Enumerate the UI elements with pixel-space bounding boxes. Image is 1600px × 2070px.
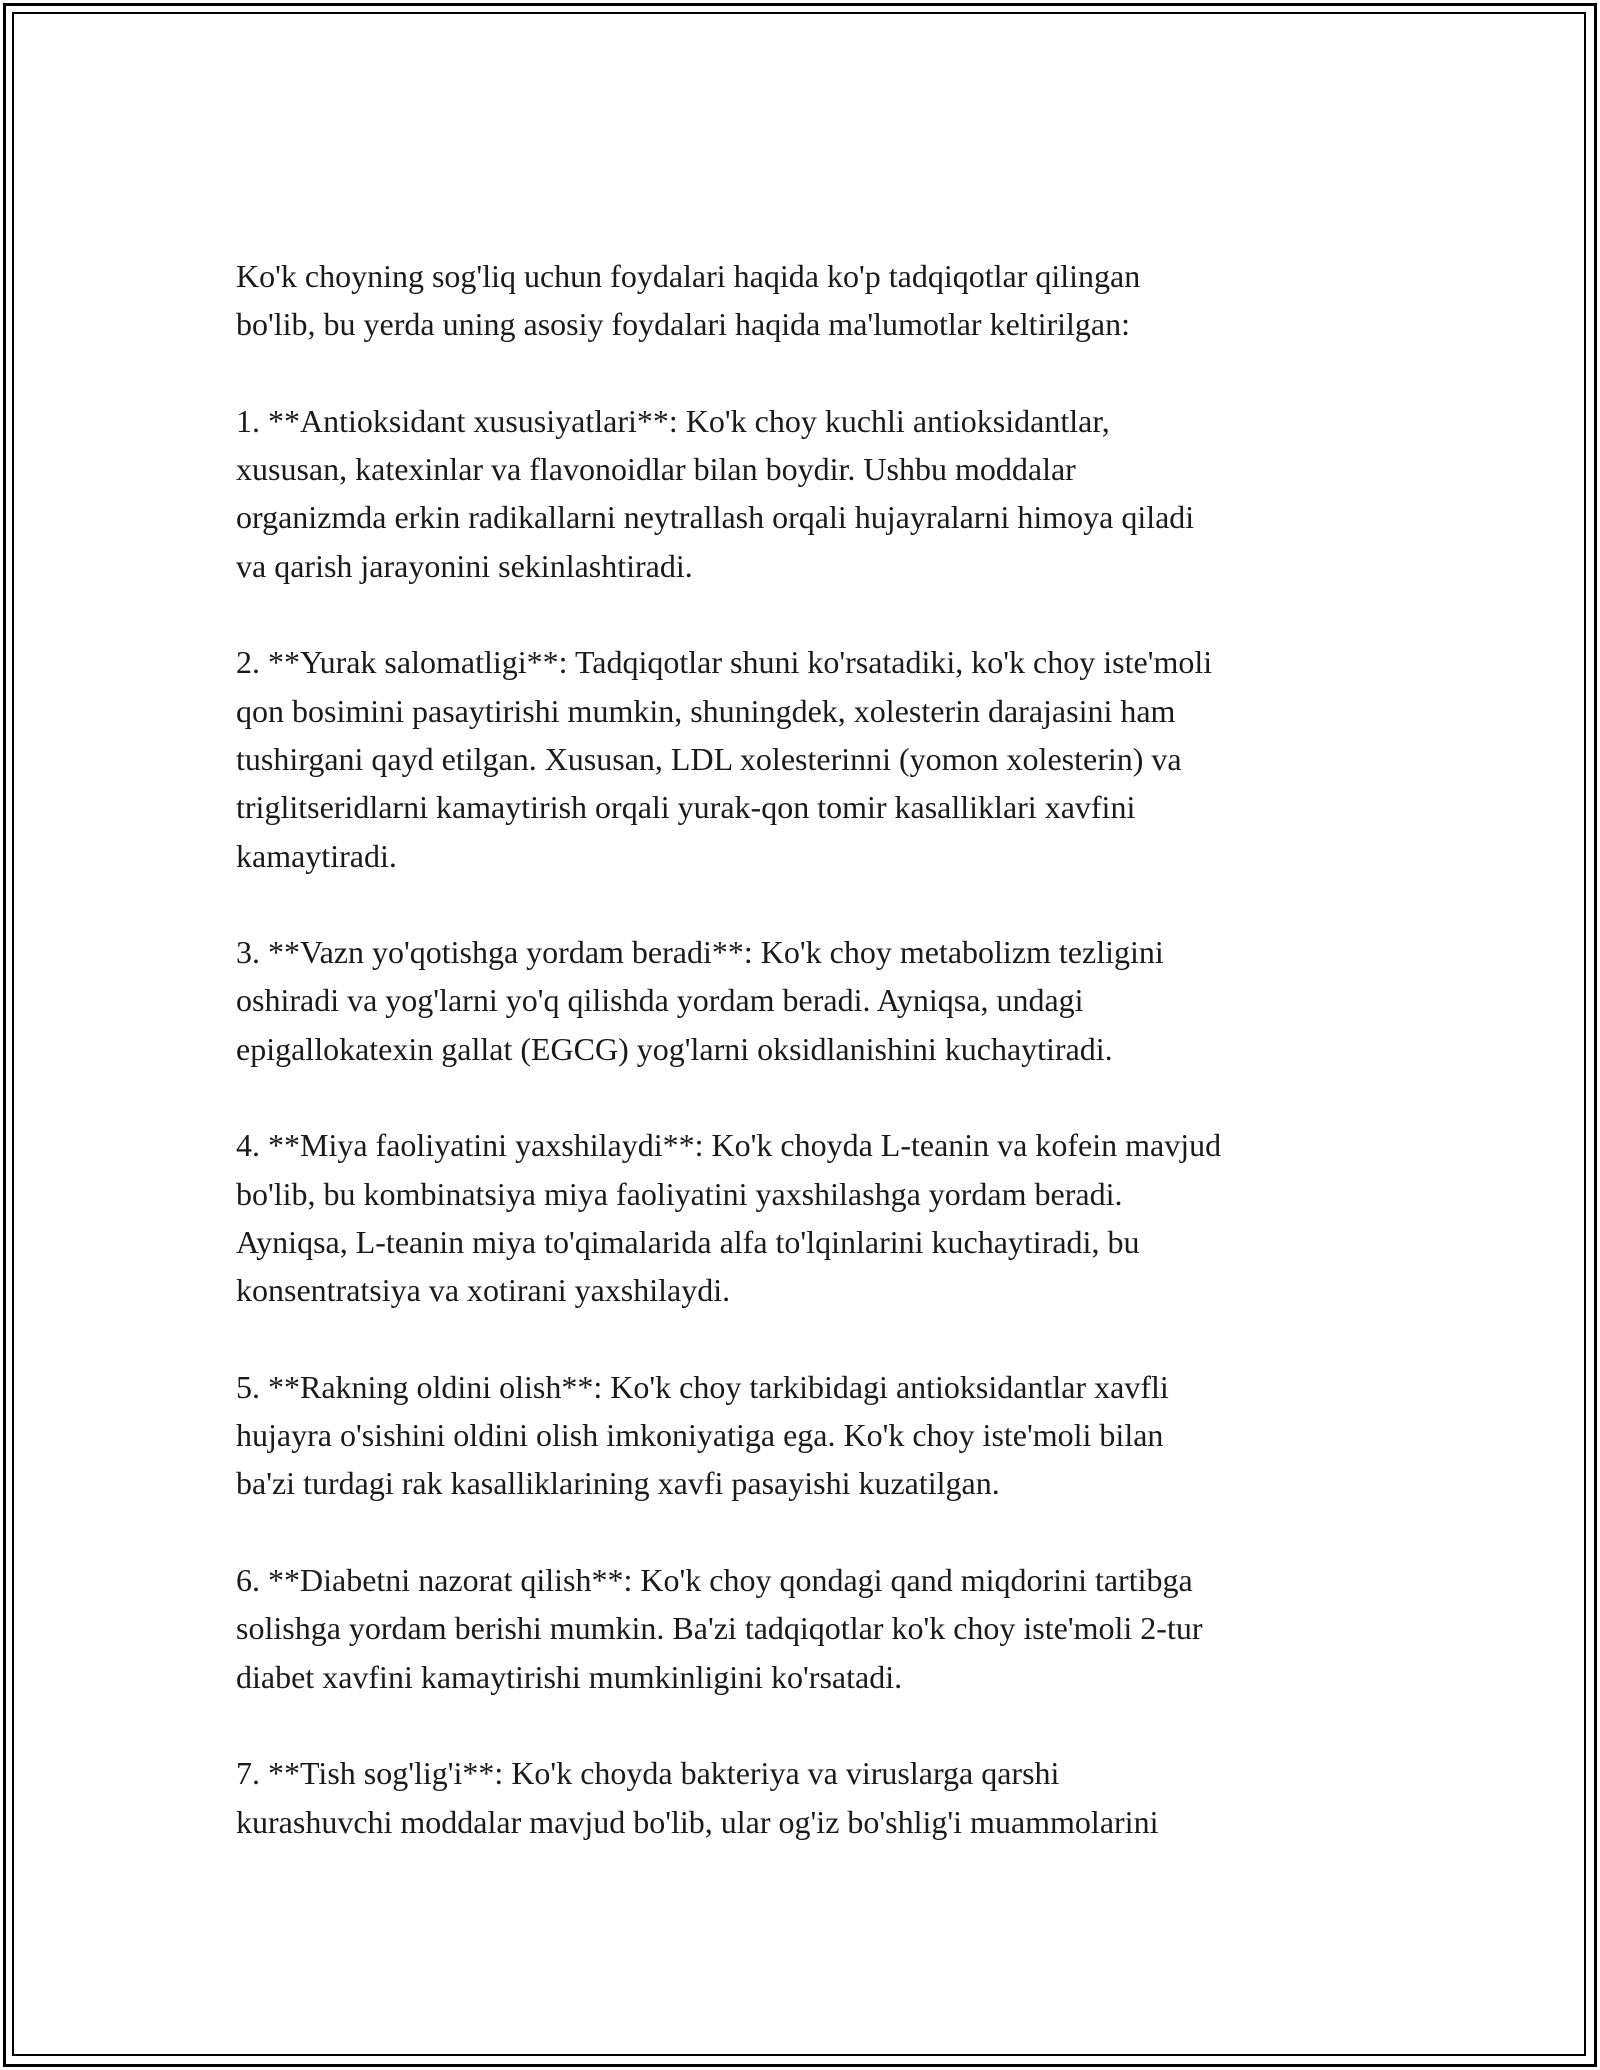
text-line: kurashuvchi moddalar mavjud bo'lib, ular og'iz bo'shlig'i muammolarini	[236, 1803, 1159, 1840]
text-line: oshiradi va yog'larni yo'q qilishda yordam beradi. Ayniqsa, undagi	[236, 982, 1084, 1019]
text-line: hujayra o'sishini oldini olish imkoniyatiga ega. Ko'k choy iste'moli bilan	[236, 1417, 1164, 1454]
text-line: konsentratsiya va xotirani yaxshilaydi.	[236, 1272, 731, 1309]
text-line: 6. **Diabetni nazorat qilish**: Ko'k choy qondagi qand miqdorini tartibga	[236, 1562, 1193, 1599]
text-line: ba'zi turdagi rak kasalliklarining xavfi pasayishi kuzatilgan.	[236, 1465, 1000, 1502]
list-item-heart-health	[236, 638, 1376, 879]
list-item-diabetes-control	[236, 1556, 1376, 1701]
text-line: organizmda erkin radikallarni neytrallash orqali hujayralarni himoya qiladi	[236, 499, 1195, 536]
text-line: 7. **Tish sog'lig'i**: Ko'k choyda bakteriya va viruslarga qarshi	[236, 1755, 1060, 1792]
text-line: 4. **Miya faoliyatini yaxshilaydi**: Ko'k choyda L-teanin va kofein mavjud	[236, 1127, 1222, 1164]
text-line: 3. **Vazn yo'qotishga yordam beradi**: Ko'k choy metabolizm tezligini	[236, 934, 1164, 971]
text-line: triglitseridlarni kamaytirish orqali yurak-qon tomir kasalliklari xavfini	[236, 789, 1136, 826]
text-line: tushirgani qayd etilgan. Xususan, LDL xolesterinni (yomon xolesterin) va	[236, 740, 1182, 777]
list-item-cancer-prevention	[236, 1363, 1376, 1508]
document-body	[236, 252, 1376, 1894]
text-line: solishga yordam berishi mumkin. Ba'zi tadqiqotlar ko'k choy iste'moli 2-tur	[236, 1610, 1203, 1647]
text-line: kamaytiradi.	[236, 837, 397, 874]
list-item-dental-health	[236, 1749, 1376, 1846]
list-item-antioxidant	[236, 397, 1376, 590]
text-line: Ko'k choyning sog'liq uchun foydalari haqida ko'p tadqiqotlar qilingan	[236, 258, 1141, 294]
text-line: bo'lib, bu kombinatsiya miya faoliyatini yaxshilashga yordam beradi.	[236, 1175, 1123, 1212]
list-item-weight-loss	[236, 928, 1376, 1073]
text-line: qon bosimini pasaytirishi mumkin, shuningdek, xolesterin darajasini ham	[236, 692, 1176, 729]
text-line: 2. **Yurak salomatligi**: Tadqiqotlar shuni ko'rsatadiki, ko'k choy iste'moli	[236, 644, 1213, 681]
text-line: va qarish jarayonini sekinlashtiradi.	[236, 547, 693, 584]
text-line: diabet xavfini kamaytirishi mumkinligini ko'rsatadi.	[236, 1658, 903, 1695]
list-item-brain-function	[236, 1121, 1376, 1314]
text-line: bo'lib, bu yerda uning asosiy foydalari haqida ma'lumotlar keltirilgan:	[236, 306, 1130, 343]
text-line: epigallokatexin gallat (EGCG) yog'larni oksidlanishini kuchaytiradi.	[236, 1030, 1113, 1067]
text-line: 5. **Rakning oldini olish**: Ko'k choy tarkibidagi antioksidantlar xavfli	[236, 1368, 1169, 1405]
intro-paragraph	[236, 252, 1376, 349]
text-line: Ayniqsa, L-teanin miya to'qimalarida alfa to'lqinlarini kuchaytiradi, bu	[236, 1223, 1140, 1260]
text-line: 1. **Antioksidant xususiyatlari**: Ko'k choy kuchli antioksidantlar,	[236, 402, 1110, 439]
text-line: xususan, katexinlar va flavonoidlar bilan boydir. Ushbu moddalar	[236, 451, 1076, 488]
